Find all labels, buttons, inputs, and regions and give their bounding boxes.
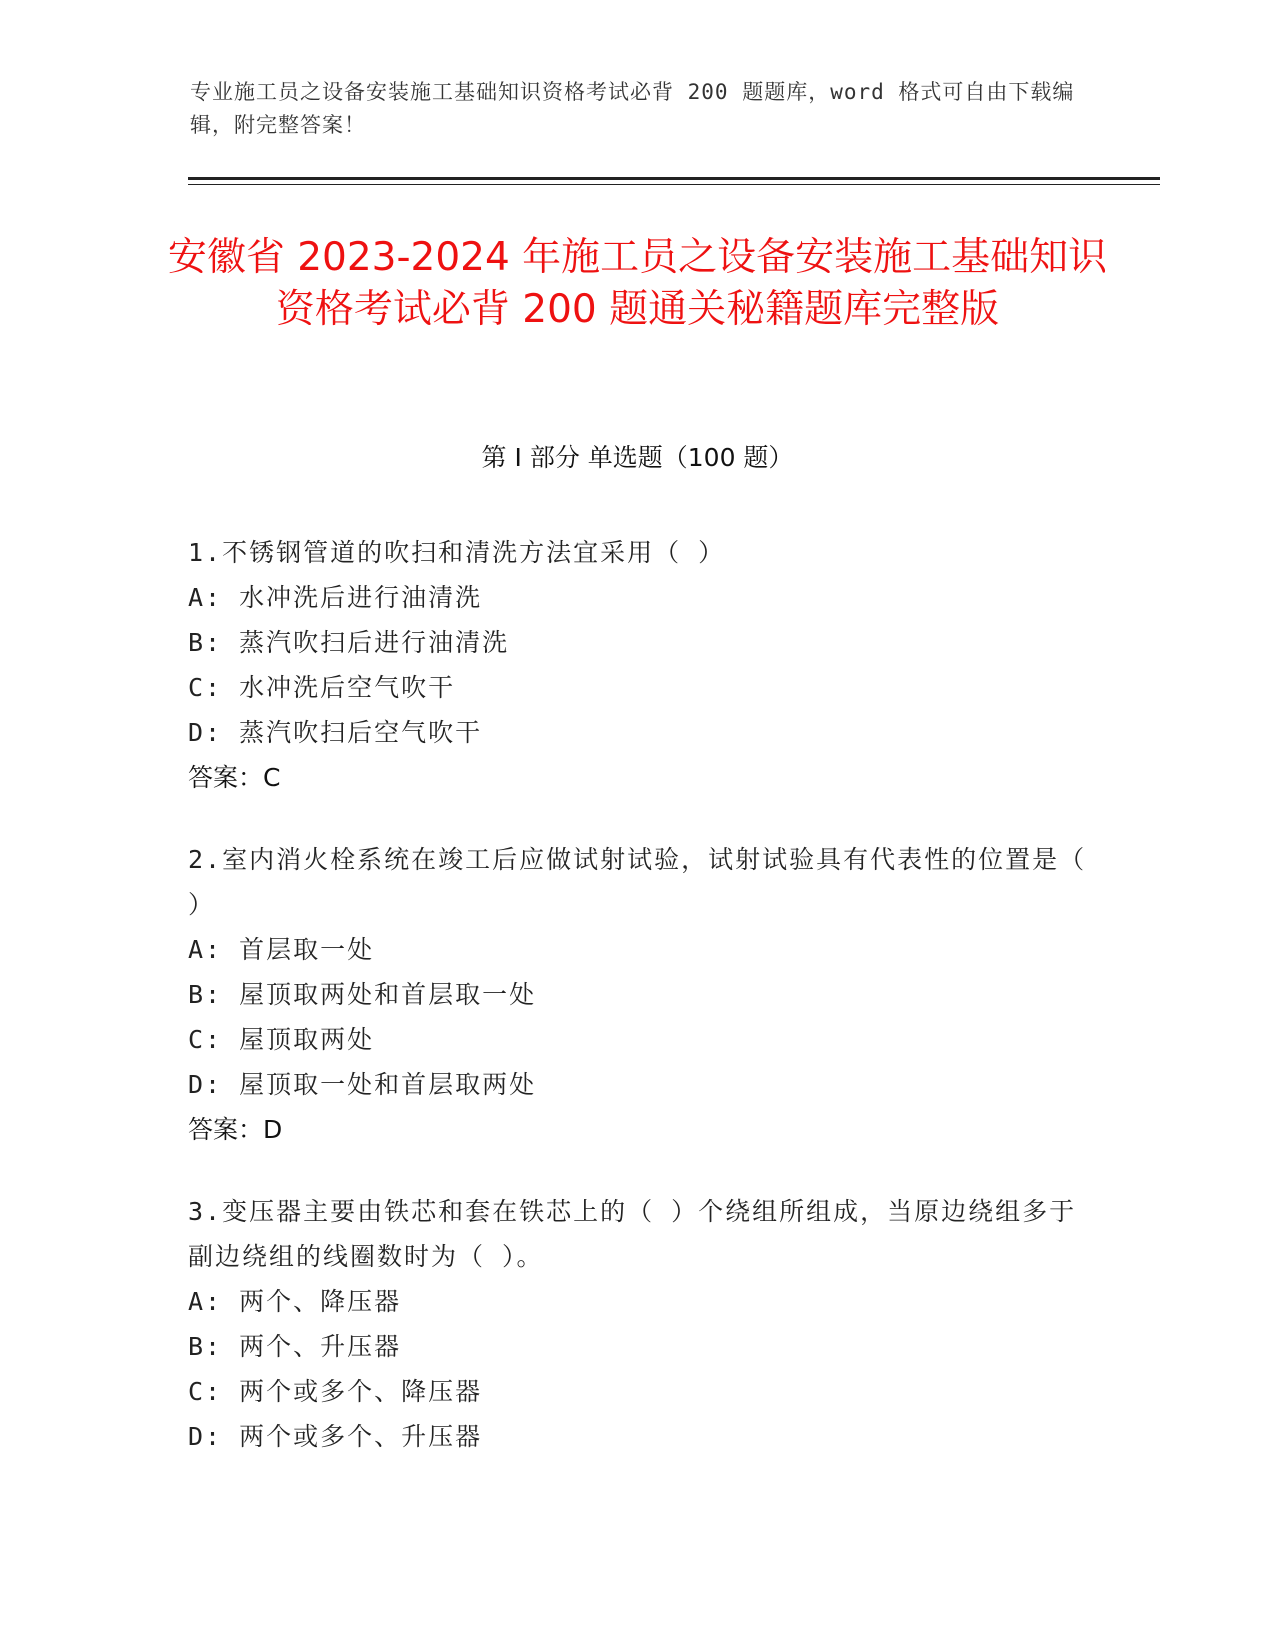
option-d: D: 两个或多个、升压器 [188, 1422, 483, 1451]
option-b: B: 蒸汽吹扫后进行油清洗 [188, 628, 510, 657]
option-b: B: 屋顶取两处和首层取一处 [188, 980, 537, 1009]
option-d: D: 屋顶取一处和首层取两处 [188, 1070, 537, 1099]
question-answer: 答案：D [188, 1115, 283, 1144]
question-stem: 3.变压器主要由铁芯和套在铁芯上的（ ）个绕组所组成，当原边绕组多于副边绕组的线圈数时为（ ）。 [188, 1197, 1077, 1271]
option-a: A: 两个、降压器 [188, 1287, 402, 1316]
header-rule-thin [188, 184, 1160, 185]
header-rule-thick [188, 177, 1160, 180]
question-stem: 2.室内消火栓系统在竣工后应做试射试验，试射试验具有代表性的位置是（ ） [188, 845, 1104, 919]
option-c: C: 水冲洗后空气吹干 [188, 673, 456, 702]
option-c: C: 两个或多个、降压器 [188, 1377, 483, 1406]
option-a: A: 首层取一处 [188, 935, 375, 964]
header-note: 专业施工员之设备安装施工基础知识资格考试必背 200 题题库，word 格式可自由下载编辑，附完整答案！ [190, 80, 1075, 137]
question-stem: 1.不锈钢管道的吹扫和清洗方法宜采用（ ） [188, 538, 726, 567]
question-answer: 答案：C [188, 763, 281, 792]
document-title: 安徽省 2023-2024 年施工员之设备安装施工基础知识资格考试必背 200 题通关秘籍题库完整版 [167, 235, 1108, 332]
question-item [188, 530, 1088, 800]
option-d: D: 蒸汽吹扫后空气吹干 [188, 718, 483, 747]
option-b: B: 两个、升压器 [188, 1332, 402, 1361]
section-title: 第 I 部分 单选题（100 题） [481, 443, 794, 472]
option-a: A: 水冲洗后进行油清洗 [188, 583, 483, 612]
question-item [188, 1189, 1088, 1459]
question-list [188, 530, 1104, 1496]
option-c: C: 屋顶取两处 [188, 1025, 375, 1054]
question-item [188, 837, 1104, 1152]
